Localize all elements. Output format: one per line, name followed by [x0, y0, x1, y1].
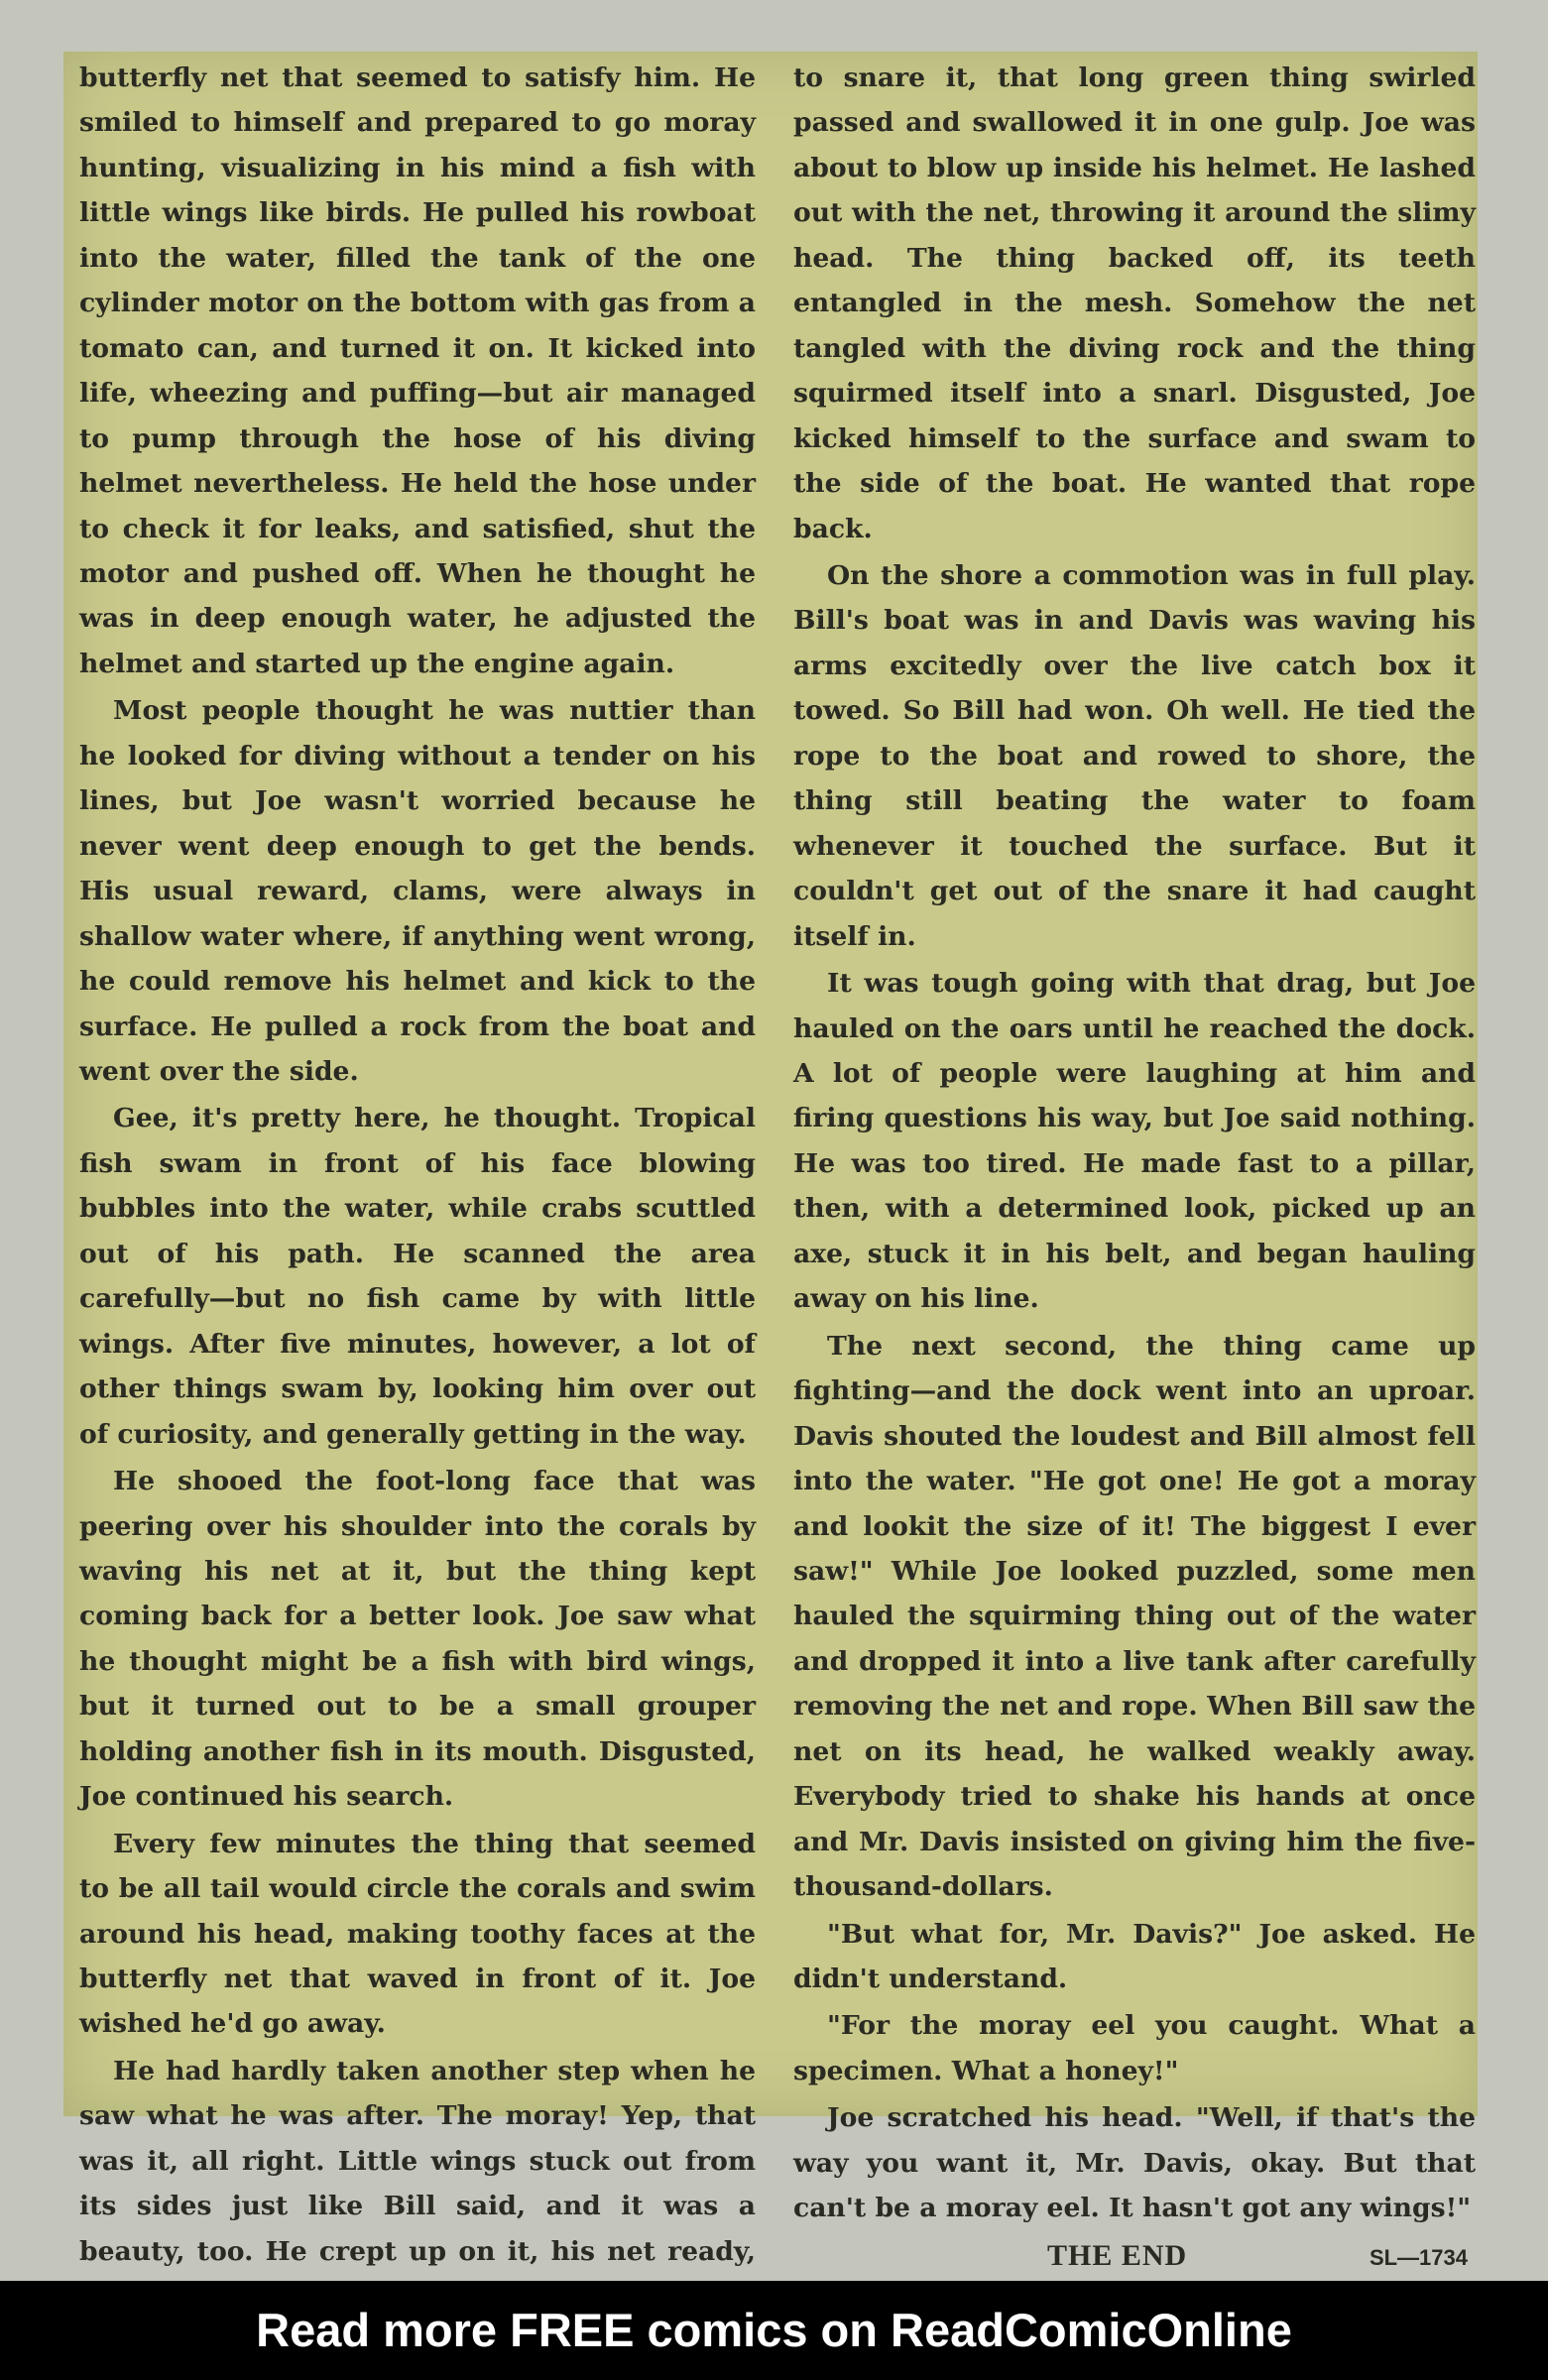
story-code: SL—1734 — [1369, 2244, 1468, 2270]
paragraph: Gee, it's pretty here, he thought. Tropical fish swam in front of his face blowing bubbles into the water, while crabs scuttled out of his path. He scanned the area carefully—but no fish came by with little wings. After five minutes, however, a lot of other things swam by, looking him over out of curiosity, and generally getting in the way. — [79, 1103, 756, 1450]
paragraph: The next second, the thing came up fighting—and the dock went into an uproar. Davis shouted the loudest and Bill almost fell into the water. "He got one! He got a moray and lookit the size of it! The biggest I ever saw!" While Joe looked puzzled, some men hauled the squirming thing out of the water and dropped it into a live tank after carefully removing the net and rope. When Bill saw the net on its head, he walked weakly away. Everybody tried to shake his hands at once and Mr. Davis insisted on giving him the five-thousand-dollars. — [793, 1330, 1476, 1903]
paragraph: It was tough going with that drag, but Joe hauled on the oars until he reached the dock. A lot of people were laughing at him and firing questions his way, but Joe said nothing. He was too tired. He made fast to a pillar, then, with a determined look, picked up an axe, stuck it in his belt, and began hauling away on his line. — [793, 968, 1476, 1315]
paragraph: butterfly net that seemed to satisfy him. He smiled to himself and prepared to go moray hunting, visualizing in his mind a fish with little wings like birds. He pulled his rowboat into the water, filled the tank of the one cylinder motor on the bottom with gas from a tomato can, and turned it on. It kicked into life, wheezing and puffing—but air managed to pump through the hose of his diving helmet nevertheless. He held the hose under to check it for leaks, and satisfied, shut the motor and pushed off. When he thought he was in deep enough water, he adjusted the helmet and started up the engine again. — [79, 62, 756, 679]
paragraph: "But what for, Mr. Davis?" Joe asked. He didn't understand. — [793, 1918, 1476, 1995]
paragraph: On the shore a commotion was in full play. Bill's boat was in and Davis was waving his arms excitedly over the live catch box it towed. So Bill had won. Oh well. He tied the rope to the boat and rowed to shore, the thing still beating the water to foam whenever it touched the surface. But it couldn't get out of the snare it had caught itself in. — [793, 559, 1476, 952]
the-end-label: THE END — [1047, 2238, 1188, 2272]
paragraph: He shooed the foot-long face that was peering over his shoulder into the corals by waving his net at it, but the thing kept coming back for a better look. Joe saw what he thought might be a fish with bird wings, but it turned out to be a small grouper holding another fish in its mouth. Disgusted, Joe continued his search. — [79, 1466, 756, 1813]
left-text-column — [79, 56, 756, 2267]
end-row — [793, 2233, 1476, 2278]
footer-banner[interactable]: Read more FREE comics on ReadComicOnline — [0, 2281, 1548, 2380]
paragraph: "For the moray eel you caught. What a specimen. What a honey!" — [793, 2010, 1476, 2086]
paragraph: Joe scratched his head. "Well, if that's the way you want it, Mr. Davis, okay. But that can't be a moray eel. It hasn't got any wings!" — [793, 2102, 1476, 2224]
paragraph: Every few minutes the thing that seemed to be all tail would circle the corals and swim around his head, making toothy faces at the butterfly net that waved in front of it. Joe wished he'd go away. — [79, 1828, 756, 2040]
paragraph: Most people thought he was nuttier than he looked for diving without a tender on his lines, but Joe wasn't worried because he never went deep enough to get the bends. His usual reward, clams, were always in shallow water where, if anything went wrong, he could remove his helmet and kick to the surface. He pulled a rock from the boat and went over the side. — [79, 695, 756, 1087]
right-text-column — [793, 56, 1476, 2272]
paragraph: He had hardly taken another step when he saw what he was after. The moray! Yep, that was it, all right. Little wings stuck out from its sides just like Bill said, and it was a beauty, too. He crept up on it, his net ready, — [79, 2055, 756, 2267]
paragraph: to snare it, that long green thing swirled passed and swallowed it in one gulp. Joe was about to blow up inside his helmet. He lashed out with the net, throwing it around the slimy head. The thing backed off, its teeth entangled in the mesh. Somehow the net tangled with the diving rock and the thing squirmed itself into a snarl. Disgusted, Joe kicked himself to the surface and swam to the side of the boat. He wanted that rope back. — [793, 62, 1476, 544]
